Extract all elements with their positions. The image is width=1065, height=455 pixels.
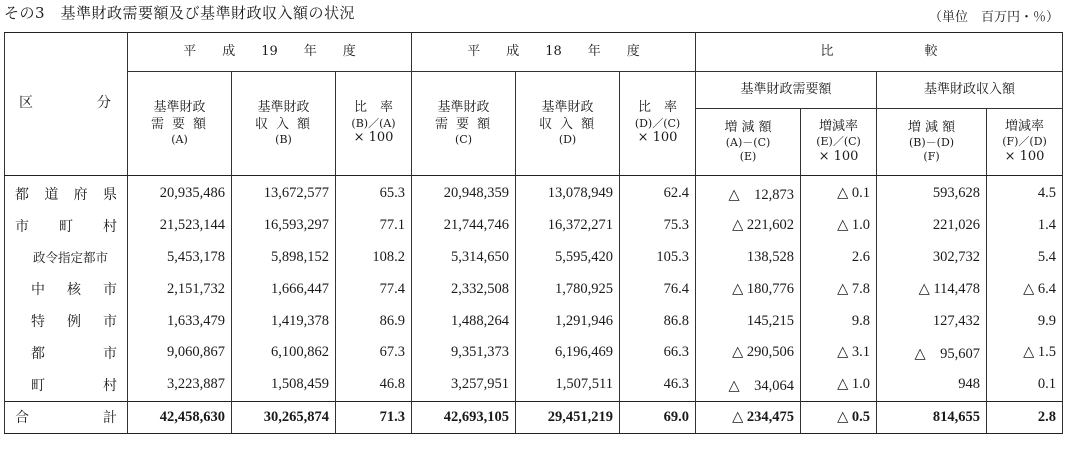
cell-d: 16,372,271 xyxy=(516,210,620,242)
row-label xyxy=(5,176,128,210)
cell-fr: 0.1 xyxy=(987,369,1063,401)
cell-d: 6,196,469 xyxy=(516,337,620,369)
cell-r2: 105.3 xyxy=(620,242,696,274)
col-c-line2: 需 要 額 xyxy=(435,116,493,132)
cell-r1: 71.3 xyxy=(336,401,412,434)
cell-c: 9,351,373 xyxy=(412,337,516,369)
cell-f: 948 xyxy=(877,369,987,401)
cell-r1: 108.2 xyxy=(336,242,412,274)
cell-er: 2.6 xyxy=(801,242,877,274)
col-d xyxy=(516,72,620,176)
col-f-line3: (F) xyxy=(923,150,940,164)
cell-er: △ 7.8 xyxy=(801,273,877,305)
cell-c: 42,693,105 xyxy=(412,401,516,434)
cell-r2: 46.3 xyxy=(620,369,696,401)
header-shunyu-group: 基準財政収入額 xyxy=(877,72,1063,109)
cell-r1: 77.4 xyxy=(336,273,412,305)
row-label-text: 政令指定都市 xyxy=(33,250,109,266)
col-a-line1: 基準財政 xyxy=(153,100,206,116)
table-row xyxy=(5,305,1063,337)
cell-r2: 62.4 xyxy=(620,176,696,210)
fiscal-table xyxy=(4,32,1063,434)
col-d-line1: 基準財政 xyxy=(541,100,594,116)
col-e-rate-line1: 増減率 xyxy=(819,118,859,134)
cell-b: 13,672,577 xyxy=(232,176,336,210)
table-body xyxy=(5,176,1063,434)
col-ratio2-line3: × 100 xyxy=(637,130,678,146)
cell-a: 21,523,144 xyxy=(128,210,232,242)
cell-r1: 67.3 xyxy=(336,337,412,369)
table-row xyxy=(5,369,1063,401)
table-title: その3 基準財政需要額及び基準財政収入額の状況 xyxy=(4,4,356,22)
row-label xyxy=(5,273,128,305)
col-e-line3: (E) xyxy=(739,150,757,164)
col-e-rate xyxy=(801,109,877,176)
cell-c: 21,744,746 xyxy=(412,210,516,242)
col-c-line1: 基準財政 xyxy=(437,100,490,116)
header-juyo-group: 基準財政需要額 xyxy=(696,72,877,109)
col-e-line1: 増 減 額 xyxy=(724,120,772,136)
col-f-line1: 増 減 額 xyxy=(907,120,956,136)
cell-fr: 1.4 xyxy=(987,210,1063,242)
cell-d: 5,595,420 xyxy=(516,242,620,274)
header-fy18: 平 成 18 年 度 xyxy=(412,33,696,72)
header-category-left: 区 xyxy=(19,95,33,112)
cell-e: △ 221,602 xyxy=(696,210,801,242)
cell-fr: 2.8 xyxy=(987,401,1063,434)
cell-a: 2,151,732 xyxy=(128,273,232,305)
col-ratio2 xyxy=(620,72,696,176)
col-a xyxy=(128,72,232,176)
cell-e: △ 180,776 xyxy=(696,273,801,305)
cell-er: △ 0.5 xyxy=(801,401,877,434)
cell-a: 3,223,887 xyxy=(128,369,232,401)
col-d-line3: (D) xyxy=(558,132,577,146)
cell-c: 2,332,508 xyxy=(412,273,516,305)
col-a-line2: 需 要 額 xyxy=(150,116,208,132)
cell-e: △ 290,506 xyxy=(696,337,801,369)
cell-c: 5,314,650 xyxy=(412,242,516,274)
cell-er: △ 3.1 xyxy=(801,337,877,369)
row-label xyxy=(5,337,128,369)
cell-r2: 86.8 xyxy=(620,305,696,337)
cell-fr: △ 6.4 xyxy=(987,273,1063,305)
row-label-text: 都 市 xyxy=(31,345,117,362)
col-d-line2: 収 入 額 xyxy=(539,116,597,132)
col-ratio2-line2: (D)／(C) xyxy=(634,116,681,130)
cell-d: 1,291,946 xyxy=(516,305,620,337)
header-fy19: 平 成 19 年 度 xyxy=(128,33,412,72)
cell-e: 138,528 xyxy=(696,242,801,274)
header-compare: 比 較 xyxy=(696,33,1063,72)
row-label-text: 市 町 村 xyxy=(15,218,117,235)
cell-c: 1,488,264 xyxy=(412,305,516,337)
cell-a: 9,060,867 xyxy=(128,337,232,369)
col-ratio2-line1: 比 率 xyxy=(638,100,678,116)
cell-fr: 4.5 xyxy=(987,176,1063,210)
col-b-line3: (B) xyxy=(275,132,292,146)
cell-f: 814,655 xyxy=(877,401,987,434)
row-label-text: 特 例 市 xyxy=(31,314,117,331)
col-e-line2: (A)－(C) xyxy=(725,136,771,150)
row-label-text: 合 計 xyxy=(15,410,117,427)
cell-a: 1,633,479 xyxy=(128,305,232,337)
cell-f: 221,026 xyxy=(877,210,987,242)
col-b xyxy=(232,72,336,176)
col-ratio1-line2: (B)／(A) xyxy=(351,116,396,130)
cell-b: 30,265,874 xyxy=(232,401,336,434)
cell-c: 20,948,359 xyxy=(412,176,516,210)
cell-r2: 69.0 xyxy=(620,401,696,434)
cell-f: △ 114,478 xyxy=(877,273,987,305)
cell-d: 13,078,949 xyxy=(516,176,620,210)
col-f xyxy=(877,109,987,176)
cell-fr: 5.4 xyxy=(987,242,1063,274)
cell-c: 3,257,951 xyxy=(412,369,516,401)
cell-b: 1,508,459 xyxy=(232,369,336,401)
cell-er: △ 1.0 xyxy=(801,369,877,401)
table-row xyxy=(5,210,1063,242)
cell-e: △ 234,475 xyxy=(696,401,801,434)
cell-b: 6,100,862 xyxy=(232,337,336,369)
cell-r2: 76.4 xyxy=(620,273,696,305)
cell-e: 145,215 xyxy=(696,305,801,337)
cell-a: 20,935,486 xyxy=(128,176,232,210)
col-f-rate-line3: × 100 xyxy=(1004,148,1045,164)
row-label-text: 中 核 市 xyxy=(31,282,117,299)
col-e xyxy=(696,109,801,176)
col-a-line3: (A) xyxy=(171,132,188,146)
header-category-right: 分 xyxy=(97,95,111,112)
row-label xyxy=(5,210,128,242)
cell-er: △ 0.1 xyxy=(801,176,877,210)
cell-r2: 75.3 xyxy=(620,210,696,242)
cell-d: 1,507,511 xyxy=(516,369,620,401)
col-ratio1 xyxy=(336,72,412,176)
cell-r1: 77.1 xyxy=(336,210,412,242)
cell-b: 16,593,297 xyxy=(232,210,336,242)
table-row xyxy=(5,337,1063,369)
cell-fr: △ 1.5 xyxy=(987,337,1063,369)
cell-r1: 65.3 xyxy=(336,176,412,210)
cell-d: 29,451,219 xyxy=(516,401,620,434)
table-row xyxy=(5,273,1063,305)
cell-a: 5,453,178 xyxy=(128,242,232,274)
table-row xyxy=(5,176,1063,210)
row-label xyxy=(5,401,128,434)
cell-r1: 46.8 xyxy=(336,369,412,401)
cell-er: 9.8 xyxy=(801,305,877,337)
cell-f: △ 95,607 xyxy=(877,337,987,369)
col-c xyxy=(412,72,516,176)
cell-r2: 66.3 xyxy=(620,337,696,369)
table-row xyxy=(5,242,1063,274)
cell-e: △ 12,873 xyxy=(696,176,801,210)
row-label-text: 町 村 xyxy=(31,377,117,394)
col-ratio1-line3: × 100 xyxy=(353,130,394,146)
cell-fr: 9.9 xyxy=(987,305,1063,337)
col-f-rate-line2: (F)／(D) xyxy=(1002,135,1047,149)
col-e-rate-line3: × 100 xyxy=(818,148,859,164)
cell-f: 127,432 xyxy=(877,305,987,337)
col-c-line3: (C) xyxy=(455,132,473,146)
cell-f: 593,628 xyxy=(877,176,987,210)
col-e-rate-line2: (E)／(C) xyxy=(816,135,861,149)
row-label xyxy=(5,305,128,337)
cell-d: 1,780,925 xyxy=(516,273,620,305)
row-label xyxy=(5,369,128,401)
cell-er: △ 1.0 xyxy=(801,210,877,242)
cell-b: 1,419,378 xyxy=(232,305,336,337)
col-b-line1: 基準財政 xyxy=(257,100,310,116)
header-category xyxy=(5,33,128,176)
col-f-rate xyxy=(987,109,1063,176)
row-label xyxy=(5,242,128,274)
cell-r1: 86.9 xyxy=(336,305,412,337)
col-f-rate-line1: 増減率 xyxy=(1005,118,1045,134)
cell-b: 1,666,447 xyxy=(232,273,336,305)
col-b-line2: 収 入 額 xyxy=(254,116,312,132)
table-row xyxy=(5,401,1063,434)
col-ratio1-line1: 比 率 xyxy=(354,100,394,116)
cell-b: 5,898,152 xyxy=(232,242,336,274)
row-label-text: 都 道 府 県 xyxy=(15,186,117,203)
cell-a: 42,458,630 xyxy=(128,401,232,434)
cell-e: △ 34,064 xyxy=(696,369,801,401)
cell-f: 302,732 xyxy=(877,242,987,274)
col-f-line2: (B)－(D) xyxy=(908,136,955,150)
unit-note: （単位 百万円・％） xyxy=(928,10,1059,25)
